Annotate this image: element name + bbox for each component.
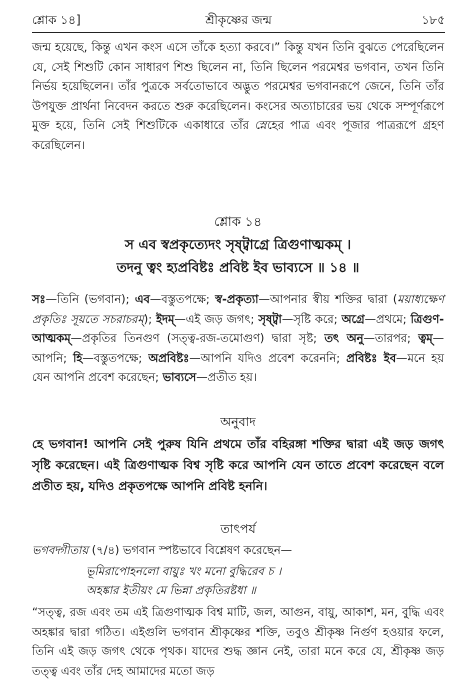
verse-line-2: তদনু ত্বং হ্যপ্রবিষ্টঃ প্রবিষ্ট ইব ভাব্যসে ॥ ১৪ ॥ <box>116 260 360 276</box>
syn-meaning: ); <box>143 311 157 326</box>
syn-meaning: —তারপর; <box>363 331 419 345</box>
syn-meaning: —প্রকৃতির তিনগুণ (সত্ত্ব-রজ-তমোগুণ) দ্বারা সৃষ্ট; <box>70 331 325 345</box>
syn-meaning: —সৃষ্টি করে; <box>281 311 342 326</box>
syn-word: তৎ অনু <box>324 331 364 345</box>
syn-word: স্ব-প্রকৃত্যা <box>215 292 259 306</box>
verse-line-1: স এব স্বপ্রকৃত্যেদং সৃষ্ট্বাগ্রে ত্রিগুণাত্মকম্‌ । <box>124 237 352 253</box>
syn-meaning: —প্রতীত হয়। <box>196 370 257 384</box>
syn-word: ভাব্যসে <box>162 370 197 384</box>
syn-word: ইদম্‌ <box>156 311 175 326</box>
syn-meaning: —বস্তুতপক্ষে; <box>82 350 149 365</box>
syn-meaning: —প্রথমে; <box>364 311 411 326</box>
syn-meaning: —এই জড় জগৎ; <box>174 311 259 326</box>
syn-word: প্রবিষ্টঃ ইব <box>346 350 397 365</box>
purport-lead <box>32 541 444 561</box>
syn-meaning: —মনে হয় যেন আপনি প্রবেশ করেছেন; <box>32 350 445 384</box>
header-verse-ref: শ্লোক ১৪] <box>32 13 81 27</box>
running-header <box>32 12 445 32</box>
quote-line-1: ভূমিরাপোহনলো বায়ুঃ খং মনো বুদ্ধিরেব চ । <box>86 564 282 578</box>
syn-meaning: —আপনি যদিও প্রবেশ করেননি; <box>189 350 347 365</box>
header-rule <box>32 32 445 33</box>
translation-title: অনুবাদ <box>220 414 256 429</box>
syn-meaning: —আপনার স্বীয় শক্তির দ্বারা ( <box>258 292 398 306</box>
syn-meaning: —বস্তুতপক্ষে; <box>149 292 216 306</box>
purport-title: তাৎপর্য <box>220 521 256 536</box>
purport-paragraph: “সত্ত্ব, রজ এবং তম এই ত্রিগুণাত্মক বিশ্ব মাটি, জল, আগুন, বায়ু, আকাশ, মন, বুদ্ধি এবং অহঙ্কার দ্বারা গঠিত। এইগুলি ভগবান শ্রীকৃষ্ণের শক্তি, তবুও শ্রীকৃষ্ণ নির্গুণ হওয়ার ফলে, তিনি এই জড় জগৎ থেকে পৃথক। যাদের শুদ্ধ জ্ঞান নেই, তারা মনে করে যে, শ্রীকৃষ্ণ জড় তত্ত্ব এবং তাঁর দেহ আমাদের মতো জড় <box>32 605 444 678</box>
syn-word: অপ্রবিষ্টঃ <box>148 350 190 365</box>
purport-book-name: ভগবদ্গীতায় <box>32 543 89 557</box>
synonyms-paragraph <box>32 290 444 388</box>
verse-title: শ্লোক ১৪ <box>214 215 262 230</box>
intro-paragraph: জন্ম হয়েছে, কিন্তু এখন কংস এসে তাঁকে হত্যা করবে।” কিন্তু যখন তিনি বুঝতে পেরেছিলেন যে, সেই শিশুটি কোন সাধারণ শিশু ছিলেন না, তিনি ছিলেন পরমেশ্বর ভগবান, তখন তিনি নির্ভয় হয়েছিলেন। তাঁর পুত্রকে সর্বতোভাবে অদ্ভুত পরমেশ্বর ভগবানরূপে জেনে, তিনি তাঁর উপযুক্ত প্রার্থনা নিবেদন করতে শুরু করেছিলেন। কংসের অত্যাচারের ভয় থেকে সম্পূর্ণরূপে মুক্ত হয়ে, তিনি সেই শিশুটিকে একাধারে তাঁর স্নেহের পাত্র এবং পূজার পাত্ররূপে গ্রহণ করেছিলেন। <box>32 40 444 152</box>
header-page-number: ১৮৫ <box>421 13 445 27</box>
quote-line-2: অহঙ্কার ইতীয়ং মে ভিন্না প্রকৃতিরষ্টধা ॥ <box>86 583 256 597</box>
translation-paragraph: হে ভগবান! আপনি সেই পুরুষ যিনি প্রথমে তাঁর বহিরঙ্গা শক্তির দ্বারা এই জড় জগৎ সৃষ্টি করেছেন। এই ত্রিগুণাত্মক বিশ্ব সৃষ্টি করে আপনি যেন তাতে প্রবেশ করেছেন বলে প্রতীত হয়, যদিও প্রকৃতপক্ষে আপনি প্রবিষ্ট হননি। <box>32 437 444 493</box>
syn-word: সৃষ্ট্বা <box>258 311 282 326</box>
syn-word: সঃ <box>32 292 46 306</box>
purport-lead-text: (৭/৪) ভগবান স্পষ্টভাবে বিশ্লেষণ করেছেন— <box>88 543 293 557</box>
syn-meaning: —তিনি (ভগবান); <box>45 292 135 306</box>
syn-word: ত্বম্‌ <box>418 331 433 345</box>
syn-citation: ময়াধ্যক্ষেণ প্রকৃতিঃ সূয়তে সচরাচরম্‌ <box>32 292 444 326</box>
syn-word: ত্রিগুণ-আত্মকম্‌ <box>32 311 444 345</box>
syn-word: হি <box>73 350 83 365</box>
syn-word: এব <box>134 292 150 306</box>
header-chapter-title: শ্রীকৃষ্ণের জন্ম <box>205 13 272 27</box>
syn-meaning: —আপনি; <box>32 331 445 365</box>
syn-word: অগ্রে <box>341 311 365 326</box>
